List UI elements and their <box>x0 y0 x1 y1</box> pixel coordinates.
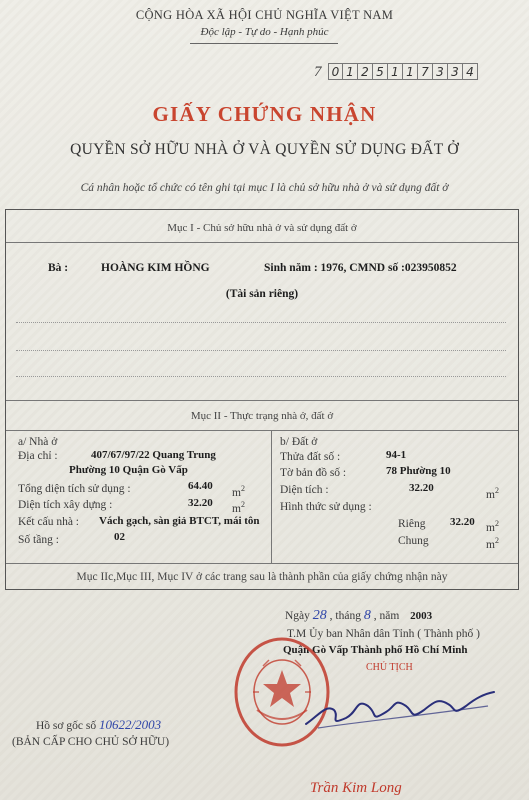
divider <box>6 242 518 243</box>
serial-digit: 5 <box>373 63 388 80</box>
map-sheet-label: Tờ bản đồ số : <box>280 467 347 479</box>
serial-digit: 1 <box>388 63 403 80</box>
signer-name: Trần Kim Long <box>310 780 402 796</box>
divider <box>6 400 518 401</box>
built-area-value: 32.20 <box>188 497 213 509</box>
date-line: Ngày 28 , tháng 8 , năm 2003 <box>285 608 433 623</box>
serial-number-boxes <box>328 63 478 80</box>
certificate-table <box>5 209 519 590</box>
area-unit: $m^2$ <box>486 519 499 534</box>
divider <box>6 563 518 564</box>
house-heading: a/ Nhà ở <box>18 436 58 448</box>
blank-line <box>16 322 506 323</box>
total-floor-area-label: Tổng diện tích sử dụng : <box>18 483 131 495</box>
owner-copy-note: (BẢN CẤP CHO CHỦ SỞ HỮU) <box>12 736 170 748</box>
national-header: CỘNG HÒA XÃ HỘI CHỦ NGHĨA VIỆT NAM <box>135 8 394 22</box>
column-divider <box>271 430 272 563</box>
section-1-heading: Mục I - Chủ sở hữu nhà ở và sử dụng đất ở <box>167 222 357 234</box>
divider <box>6 430 518 431</box>
certificate-subtitle: QUYỀN SỞ HỮU NHÀ Ở VÀ QUYỀN SỬ DỤNG ĐẤT Ở <box>70 141 459 158</box>
blank-line <box>16 376 506 377</box>
ownership-type: (Tài sản riêng) <box>225 288 299 300</box>
owner-birth-id: Sinh năm : 1976, CMND số :023950852 <box>264 262 457 274</box>
area-unit: $m^2$ <box>486 536 499 551</box>
serial-digit: 3 <box>433 63 448 80</box>
address-label: Địa chỉ : <box>18 450 58 462</box>
built-area-label: Diện tích xây dựng : <box>18 499 113 511</box>
usage-form-label: Hình thức sử dụng : <box>280 501 372 513</box>
plot-number-label: Thửa đất số : <box>280 451 341 463</box>
shared-use-label: Chung <box>398 535 429 547</box>
floors-value: 02 <box>114 531 125 543</box>
land-area-label: Diện tích : <box>280 484 329 496</box>
issuing-authority-line-2: Quận Gò Vấp Thành phố Hồ Chí Minh <box>283 644 468 656</box>
private-use-label: Riêng <box>398 518 426 530</box>
area-unit: $m^2$ <box>232 500 245 515</box>
area-unit: $m^2$ <box>232 484 245 499</box>
owner-name: HOÀNG KIM HỒNG <box>101 262 210 274</box>
motto-underline <box>190 43 338 44</box>
structure-value: Vách gạch, sàn giả BTCT, mái tôn <box>99 515 260 527</box>
file-number-label: Hồ sơ gốc số 10622/2003 <box>36 717 162 732</box>
handwritten-signature <box>298 676 498 736</box>
serial-digit: 3 <box>448 63 463 80</box>
serial-digit: 0 <box>328 63 343 80</box>
section-2-heading: Mục II - Thực trạng nhà ở, đất ở <box>190 410 334 422</box>
blank-line <box>16 350 506 351</box>
plot-number-value: 94-1 <box>386 449 407 461</box>
map-sheet-value: 78 Phường 10 <box>386 465 451 477</box>
serial-digit: 4 <box>463 63 478 80</box>
address-line-1: 407/67/97/22 Quang Trung <box>91 449 216 461</box>
serial-digit: 1 <box>403 63 418 80</box>
private-use-value: 32.20 <box>450 516 475 528</box>
chairman-title: CHỦ TỊCH <box>366 662 413 673</box>
total-floor-area-value: 64.40 <box>188 480 213 492</box>
owner-title: Bà : <box>48 262 69 274</box>
area-unit: $m^2$ <box>486 486 499 501</box>
floors-label: Số tầng : <box>18 534 59 546</box>
serial-digit: 2 <box>358 63 373 80</box>
land-heading: b/ Đất ở <box>280 436 318 448</box>
continuation-note: Mục IIc,Mục III, Mục IV ở các trang sau là thành phần của giấy chứng nhận này <box>76 571 448 583</box>
intro-text: Cá nhân hoặc tổ chức có tên ghi tại mục I là chủ sở hữu nhà ở và sử dụng đất ở <box>80 182 449 194</box>
serial-prefix: 7 <box>314 64 322 80</box>
land-area-value: 32.20 <box>409 482 434 494</box>
structure-label: Kết cấu nhà : <box>18 516 79 528</box>
issuing-authority-line-1: T.M Ủy ban Nhân dân Tỉnh ( Thành phố ) <box>287 628 480 640</box>
serial-digit: 1 <box>343 63 358 80</box>
national-motto: Độc lập - Tự do - Hạnh phúc <box>200 26 329 38</box>
serial-digit: 7 <box>418 63 433 80</box>
address-line-2: Phường 10 Quận Gò Vấp <box>69 464 188 476</box>
certificate-title: GIẤY CHỨNG NHẬN <box>152 102 377 126</box>
